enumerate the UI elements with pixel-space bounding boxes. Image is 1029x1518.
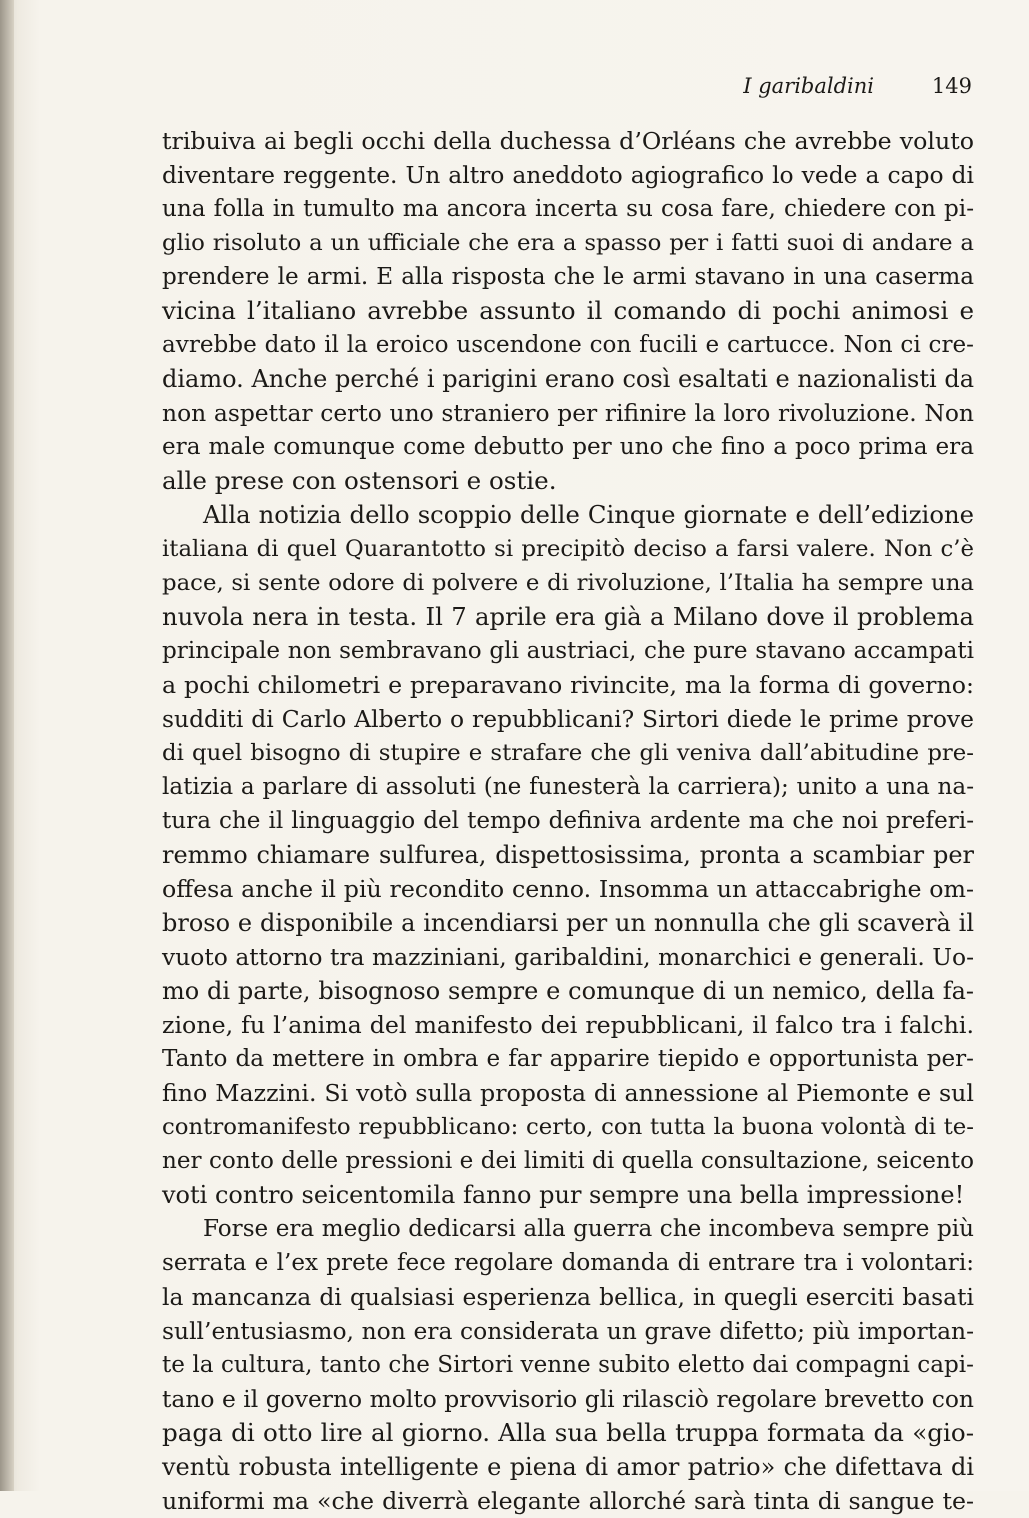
text-line: contromanifesto repubblicano: certo, con tutta la buona volontà di te- <box>162 1114 974 1140</box>
text-line: era male comunque come debutto per uno che fino a poco prima era <box>162 434 974 460</box>
text-line: pace, si sente odore di polvere e di rivoluzione, l’Italia ha sempre una <box>162 570 974 596</box>
text-line: serrata e l’ex prete fece regolare domanda di entrare tra i volontari: <box>162 1250 974 1276</box>
page-number: 149 <box>931 74 972 98</box>
text-line: Forse era meglio dedicarsi alla guerra che incombeva sempre più <box>203 1216 974 1242</box>
text-line: zione, fu l’anima del manifesto dei repubblicani, il falco tra i falchi. <box>162 1011 974 1039</box>
text-line: a pochi chilometri e preparavano rivincite, ma la forma di governo: <box>162 671 974 699</box>
text-line: diamo. Anche perché i parigini erano così esaltati e nazionalisti da <box>162 365 974 393</box>
text-line: la mancanza di qualsiasi esperienza bellica, in quegli eserciti basati <box>162 1283 974 1311</box>
running-head <box>162 70 974 104</box>
text-line: latizia a parlare di assoluti (ne funesterà la carriera); unito a una na- <box>162 774 974 800</box>
text-line: tano e il governo molto provvisorio gli rilasciò regolare brevetto con <box>162 1385 974 1413</box>
text-line: tribuiva ai begli occhi della duchessa d’Orléans che avrebbe voluto <box>162 127 974 155</box>
text-line: avrebbe dato il la eroico uscendone con fucili e cartucce. Non ci cre- <box>162 332 974 358</box>
text-line: non aspettar certo uno straniero per rifinire la loro rivoluzione. Non <box>162 399 974 427</box>
text-line: ventù robusta intelligente e piena di amor patrio» che difettava di <box>162 1453 974 1481</box>
text-line: prendere le armi. E alla risposta che le armi stavano in una caserma <box>162 264 974 290</box>
text-line: diventare reggente. Un altro aneddoto agiografico lo vede a capo di <box>162 161 974 189</box>
running-title: I garibaldini <box>743 74 874 98</box>
text-line: fino Mazzini. Si votò sulla proposta di annessione al Piemonte e sul <box>162 1079 974 1107</box>
text-line: uniformi ma «che diverrà elegante allorché sarà tinta di sangue te- <box>162 1487 974 1515</box>
text-line: italiana di quel Quarantotto si precipitò deciso a farsi valere. Non c’è <box>162 536 974 562</box>
text-line: sudditi di Carlo Alberto o repubblicani? Sirtori diede le prime prove <box>162 705 974 733</box>
text-line: te la cultura, tanto che Sirtori venne subito eletto dai compagni capi- <box>162 1352 974 1378</box>
text-line: glio risoluto a un ufficiale che era a spasso per i fatti suoi di andare a <box>162 230 974 256</box>
text-line: Tanto da mettere in ombra e far apparire tiepido e opportunista per- <box>162 1046 974 1072</box>
body-text <box>162 124 974 1518</box>
text-line: principale non sembravano gli austriaci, che pure stavano accampati <box>162 638 974 664</box>
text-line: alle prese con ostensori e ostie. <box>162 466 557 495</box>
text-line: offesa anche il più recondito cenno. Insomma un attaccabrighe om- <box>162 875 974 903</box>
text-line: mo di parte, bisognoso sempre e comunque di un nemico, della fa- <box>162 977 974 1005</box>
text-line: broso e disponibile a incendiarsi per un nonnulla che gli scaverà il <box>162 909 974 937</box>
text-line: remmo chiamare sulfurea, dispettosissima, pronta a scambiar per <box>162 841 974 869</box>
text-line: paga di otto lire al giorno. Alla sua bella truppa formata da «gio- <box>162 1418 974 1447</box>
text-line: Alla notizia dello scoppio delle Cinque giornate e dell’edizione <box>203 500 974 529</box>
text-line: una folla in tumulto ma ancora incerta su cosa fare, chiedere con pi- <box>162 196 974 222</box>
text-line: voti contro seicentomila fanno pur sempre una bella impressione! <box>162 1181 965 1209</box>
text-line: tura che il linguaggio del tempo definiva ardente ma che noi preferi- <box>162 808 974 834</box>
text-line: nuvola nera in testa. Il 7 aprile era già a Milano dove il problema <box>162 602 974 631</box>
binding-shadow <box>0 0 14 1491</box>
text-line: sull’entusiasmo, non era considerata un grave difetto; più importan- <box>162 1317 974 1345</box>
text-line: vuoto attorno tra mazziniani, garibaldini, monarchici e generali. Uo- <box>162 943 974 971</box>
text-line: vicina l’italiano avrebbe assunto il comando di pochi animosi e <box>162 296 974 325</box>
text-line: di quel bisogno di stupire e strafare che gli veniva dall’abitudine pre- <box>162 740 974 766</box>
text-line: ner conto delle pressioni e dei limiti di quella consultazione, seicento <box>162 1148 974 1174</box>
